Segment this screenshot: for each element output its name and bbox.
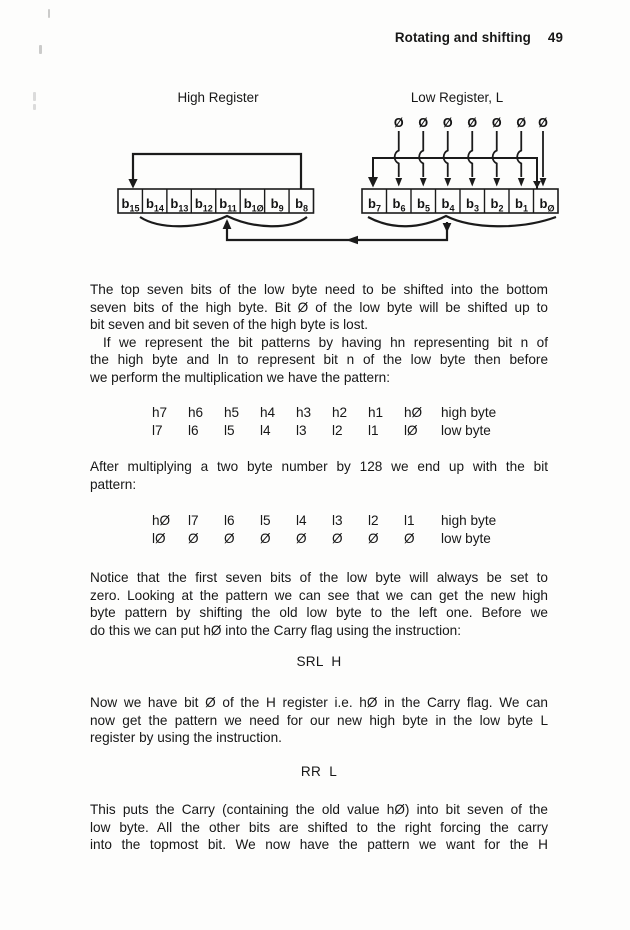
bit-cell: Ø xyxy=(368,531,379,546)
bit-cell: Ø xyxy=(188,531,199,546)
text-line: If we represent the bit patterns by having hn representing bit n of xyxy=(103,334,548,350)
instruction-rr-l: RR L xyxy=(300,764,338,779)
high-register-bit-label: $b_{1Ø}$ xyxy=(243,196,264,214)
arrowhead-into-high-brace xyxy=(223,219,232,229)
arrowhead-from-low-brace xyxy=(443,223,452,233)
bit-cell: lØ xyxy=(404,423,418,438)
page-number: 49 xyxy=(547,30,563,45)
bit-cell: l7 xyxy=(152,423,163,438)
paragraph-carry-flag xyxy=(90,694,548,747)
text-line: low byte. All the other bits are shifted to the right forcing the carry xyxy=(90,819,548,835)
bit-cell: l5 xyxy=(260,513,271,528)
high-register-bit-label: $b_9$ xyxy=(270,196,284,214)
bit-cell: l2 xyxy=(368,513,379,528)
high-byte-loop-line xyxy=(133,154,301,190)
instruction-srl-h: SRL H xyxy=(296,654,342,669)
low-to-high-transfer-line xyxy=(227,221,447,240)
bit-cell: h5 xyxy=(224,405,240,420)
low-register-bit-label: $b_5$ xyxy=(417,196,430,214)
bit-cell: Ø xyxy=(296,531,307,546)
low-byte-underbrace xyxy=(368,216,556,226)
shift-in-zero: Ø xyxy=(393,116,404,130)
bit-cell: l6 xyxy=(188,423,199,438)
bit-pattern-table-after xyxy=(152,512,496,548)
text-line: the high byte and ln to represent bit n of the low byte then before xyxy=(90,352,548,368)
shift-in-zero: Ø xyxy=(418,116,429,130)
low-register-bit-label: $b_1$ xyxy=(515,196,528,214)
bit-cell: Ø xyxy=(224,531,235,546)
bit-cell: h2 xyxy=(332,405,348,420)
zero-drop-line xyxy=(395,131,399,177)
bit-shift-diagram xyxy=(0,85,630,265)
high-byte-underbrace xyxy=(140,216,307,226)
bit-cell: h6 xyxy=(188,405,204,420)
text-line: bit seven and bit seven of the high byte is lost. xyxy=(90,317,369,333)
text-line: pattern: xyxy=(90,476,137,492)
text-line: Now we have bit Ø of the H register i.e. hØ in the Carry flag. We can xyxy=(90,695,548,710)
high-register-bit-label: $b_{12}$ xyxy=(194,196,213,214)
arrowhead-at-b0 xyxy=(533,181,541,189)
low-register-bit-label: $b_Ø$ xyxy=(539,196,555,214)
low-register-bit-label: $b_4$ xyxy=(441,196,455,214)
low-register-bit-label: $b_7$ xyxy=(368,196,381,214)
text-line: After multiplying a two byte number by 128 we end up with the bit xyxy=(90,459,548,474)
shift-in-zero: Ø xyxy=(491,116,502,130)
zero-drop-line xyxy=(517,131,521,177)
text-line: byte pattern by shifting the old low byte to the left one. Before we xyxy=(90,605,548,621)
bit-cell: Ø xyxy=(404,531,415,546)
arrowhead-into-low-bit xyxy=(469,178,476,187)
byte-row-label: low byte xyxy=(441,423,491,438)
text-line: register by using the instruction. xyxy=(90,730,282,746)
byte-row-label: high byte xyxy=(441,513,497,528)
high-register-label: High Register xyxy=(177,90,259,105)
text-line: Notice that the first seven bits of the low byte will always be set to xyxy=(90,570,548,585)
bit-cell: l4 xyxy=(260,423,271,438)
chapter-title: Rotating and shifting xyxy=(394,30,531,45)
zero-drop-line xyxy=(468,131,472,177)
high-register-bit-label: $b_{13}$ xyxy=(170,196,189,214)
text-line: into the topmost bit. We now have the pattern we want for the H xyxy=(90,837,548,853)
zero-drop-line xyxy=(419,131,423,177)
bit-cell: l3 xyxy=(332,513,343,528)
paragraph-notice-zeros xyxy=(90,569,548,639)
shift-in-zero: Ø xyxy=(467,116,478,130)
bit-cell: h4 xyxy=(260,405,276,420)
text-line: now get the pattern we need for our new high byte in the low byte L xyxy=(90,712,548,728)
text-line: we perform the multiplication we have the pattern: xyxy=(90,369,390,385)
scan-artifact xyxy=(39,45,42,54)
bit-cell: h3 xyxy=(296,405,312,420)
arrowhead-into-low-bit xyxy=(395,178,402,187)
arrowhead-into-low-bit xyxy=(518,178,525,187)
arrowhead-into-low-bit xyxy=(540,178,547,187)
bit-cell: h1 xyxy=(368,405,384,420)
text-line: seven bits of the high byte. Bit Ø of the low byte will be shifted up to xyxy=(90,299,548,315)
paragraph-multiply-128 xyxy=(90,458,548,493)
shift-in-zero: Ø xyxy=(538,116,548,130)
bit-cell: lØ xyxy=(152,531,166,546)
high-register-bit-label: $b_{15}$ xyxy=(121,196,140,214)
byte-row-label: high byte xyxy=(441,405,497,420)
arrowhead-into-low-bit xyxy=(444,178,451,187)
low-register-bit-label: $b_2$ xyxy=(490,196,504,214)
byte-row-label: low byte xyxy=(441,531,491,546)
shift-in-zero: Ø xyxy=(442,116,453,130)
arrowhead-into-low-bit xyxy=(420,178,427,187)
high-register-bit-label: $b_8$ xyxy=(295,196,309,214)
bit-cell: l6 xyxy=(224,513,235,528)
text-line: zero. Looking at the pattern we can see that we can get the new high xyxy=(90,587,548,603)
bit-cell: h7 xyxy=(152,405,168,420)
arrowhead-into-b15 xyxy=(128,179,137,189)
paragraph-rr-result xyxy=(90,801,548,854)
bit-cell: l5 xyxy=(224,423,235,438)
scan-artifact xyxy=(48,9,50,18)
bit-cell: l3 xyxy=(296,423,307,438)
bit-cell: l7 xyxy=(188,513,199,528)
zero-drop-line xyxy=(444,131,448,177)
text-line: The top seven bits of the low byte need to be shifted into the bottom xyxy=(90,282,548,297)
zero-drop-line xyxy=(493,131,497,177)
high-register-bit-label: $b_{11}$ xyxy=(219,196,237,214)
bit-pattern-table-before xyxy=(152,404,496,440)
low-register-bit-label: $b_3$ xyxy=(466,196,479,214)
arrowhead-transfer-left xyxy=(346,236,358,245)
low-register-label: Low Register, L xyxy=(410,90,504,105)
shift-in-zero: Ø xyxy=(516,116,527,130)
bit-cell: l2 xyxy=(332,423,343,438)
bit-cell: l4 xyxy=(296,513,307,528)
arrowhead-into-b7 xyxy=(368,177,378,188)
bit-cell: Ø xyxy=(260,531,271,546)
page-header xyxy=(395,30,563,45)
paragraph-shift-description xyxy=(90,281,548,387)
low-register-bit-label: $b_6$ xyxy=(392,196,406,214)
bit-cell: hØ xyxy=(404,405,423,420)
text-line: do this we can put hØ into the Carry flag using the instruction: xyxy=(90,622,462,638)
arrowhead-into-low-bit xyxy=(493,178,500,187)
high-register-bit-label: $b_{14}$ xyxy=(145,196,164,214)
text-line: This puts the Carry (containing the old value hØ) into bit seven of the xyxy=(90,802,548,817)
bit-cell: l1 xyxy=(404,513,415,528)
bit-cell: l1 xyxy=(368,423,379,438)
bit-cell: hØ xyxy=(152,513,171,528)
bit-cell: Ø xyxy=(332,531,343,546)
